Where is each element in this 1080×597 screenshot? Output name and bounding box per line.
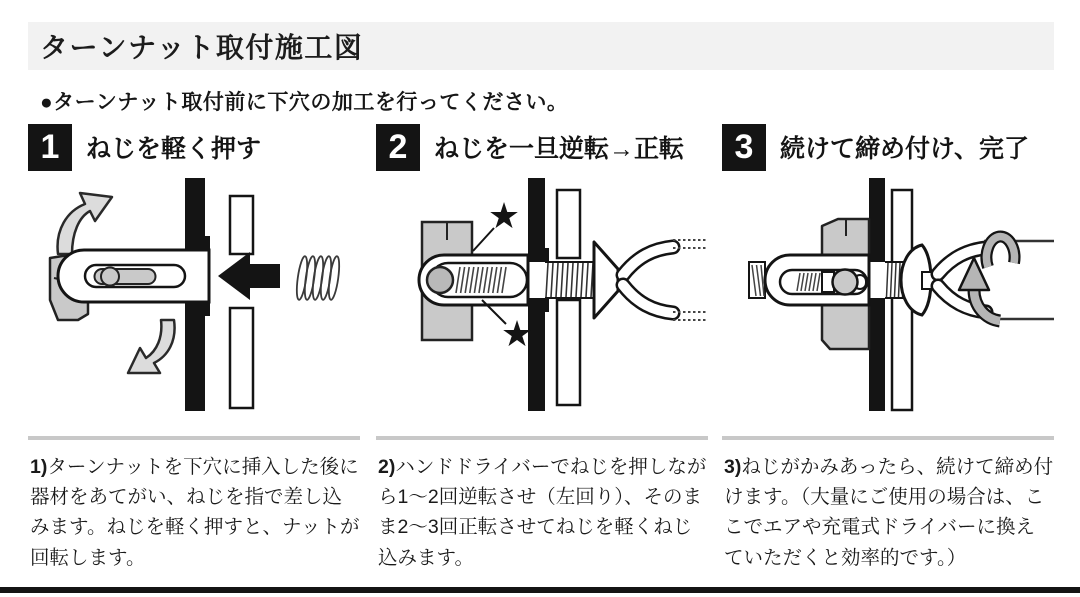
column-divider <box>376 436 708 440</box>
step-2-column <box>376 122 708 573</box>
step-2-heading: ねじを一旦逆転→正転 <box>434 135 685 163</box>
hand-driver <box>938 241 1054 319</box>
rotation-arrow-down-icon <box>128 320 175 373</box>
step-3-column <box>722 122 1054 573</box>
column-divider <box>722 436 1054 440</box>
step-3-description <box>724 452 1054 573</box>
pre-drill-notice: ●ターンナット取付前に下穴の加工を行ってください。 <box>40 91 569 114</box>
step-2-description <box>378 452 708 573</box>
step-2-description-text: ハンドドライバーでねじを押しながら1〜2回逆転させ（左回り）、そのまま2〜3回正転させてねじを軽くねじ込みます。 <box>378 456 707 569</box>
rotation-ribbon-icon <box>986 237 1014 267</box>
step-3-illustration <box>722 178 1054 433</box>
wall-panel <box>869 178 885 411</box>
step-1-heading: ねじを軽く押す <box>86 135 262 163</box>
step-1-header <box>28 122 360 172</box>
rotation-arrow-up-icon <box>58 193 112 254</box>
step-1-column <box>28 122 360 573</box>
step-3-number-badge: 3 <box>722 124 766 171</box>
hand-driver <box>623 240 708 320</box>
step-1-description-text: ターンナットを下穴に挿入した後に器材をあてがい、ねじを指で差し込みます。ねじを軽く押すと、ナットが回転します。 <box>30 456 360 569</box>
step-1-marker: 1) <box>30 456 48 478</box>
star-icon: ★ <box>500 314 534 355</box>
turn-nut <box>749 219 869 349</box>
step-2-illustration <box>376 178 708 433</box>
step-3-marker: 3) <box>724 456 742 478</box>
step-1-description <box>30 452 360 573</box>
screw-rod <box>545 262 594 298</box>
screw-head <box>901 245 937 315</box>
push-arrow-icon <box>218 252 280 300</box>
step-1-number-badge: 1 <box>28 124 72 171</box>
screw-head <box>594 242 618 318</box>
step-3-description-text: ねじがかみあったら、続けて締め付けます。（大量にご使用の場合は、ここでエアや充電式ドライバーに換えていただくと効率的です。） <box>724 456 1054 569</box>
step-1-illustration <box>28 178 360 433</box>
step-3-header <box>722 122 1054 172</box>
screw-thread-icon <box>295 256 341 301</box>
step-3-heading: 続けて締め付け、完了 <box>780 135 1030 163</box>
step-2-number-badge: 2 <box>376 124 420 171</box>
bottom-rule <box>0 587 1080 593</box>
column-divider <box>28 436 360 440</box>
step-2-header <box>376 122 708 172</box>
title-bar <box>28 22 1054 70</box>
step-2-marker: 2) <box>378 456 396 478</box>
fixture-board <box>230 196 253 408</box>
star-icon: ★ <box>487 196 521 237</box>
page-title: ターンナット取付施工図 <box>40 32 364 63</box>
